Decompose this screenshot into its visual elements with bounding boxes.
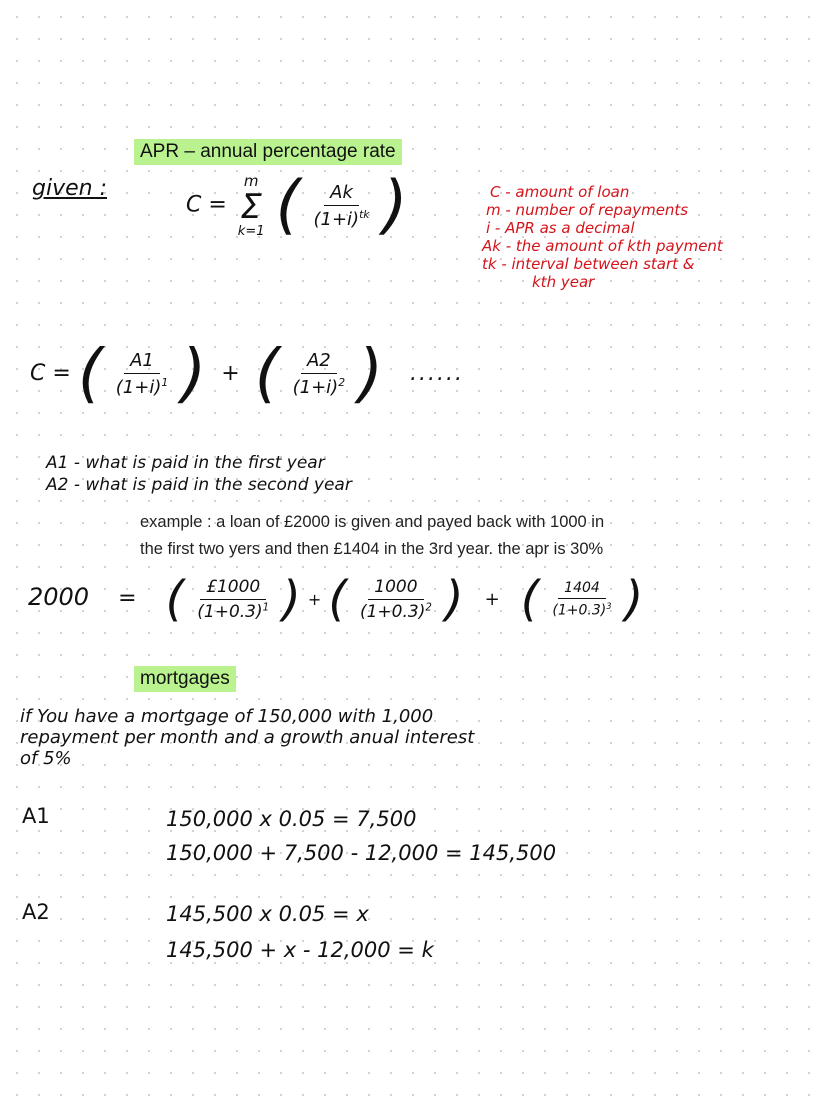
term1-denominator: (1+i): [115, 377, 162, 398]
worked-t2-den: (1+0.3): [359, 601, 426, 622]
a1-line: 150,000 + 7,500 - 12,000 = 145,500: [166, 841, 557, 865]
legend-line: m - number of repayments: [486, 201, 689, 219]
definition-line: A2 - what is paid in the second year: [46, 475, 352, 495]
worked-term-3: [546, 580, 617, 619]
worked-term-1: [191, 577, 275, 622]
sigma-symbol: Σ: [240, 187, 262, 227]
example-text: [140, 509, 604, 563]
worked-op-2: +: [484, 589, 500, 610]
legend-line: i - APR as a decimal: [486, 219, 635, 237]
a1-line: 150,000 x 0.05 = 7,500: [166, 807, 417, 831]
worked-t2-exp: 2: [425, 601, 432, 613]
term2-numerator: A2: [301, 350, 337, 374]
apr-heading: APR – annual percentage rate: [134, 139, 402, 165]
legend-line: tk - interval between start &: [482, 255, 695, 273]
expansion-lhs: C =: [30, 361, 71, 386]
worked-lhs: 2000: [28, 583, 90, 611]
expansion-formula: C = ( $\frac{A1}{(1+i)^1}$ ) + ( $\frac{A2}{(1+i)^2}$ ) ......: [30, 337, 465, 411]
a1-label: A1: [22, 804, 50, 828]
term1-numerator: A1: [124, 350, 160, 374]
legend-line: Ak - the amount of kth payment: [482, 237, 723, 255]
worked-t3-exp: 3: [606, 600, 612, 611]
mortgage-line: of 5%: [20, 748, 72, 769]
example-line: the first two yers and then £1404 in the 3rd year. the apr is 30%: [140, 540, 604, 558]
a1-calculation: [166, 802, 556, 870]
worked-example: 2000 = ( $\frac{£1000}{(1+0.3)^1}$ ) + ( $\frac{1000}{(1+0.3)^2}$ ) + ( $\frac{1404}{(1+0.3)^3}$ ): [28, 571, 644, 627]
definitions: [46, 452, 352, 496]
legend-line: C - amount of loan: [490, 183, 630, 201]
mortgage-line: repayment per month and a growth anual interest: [20, 727, 475, 748]
a2-line: 145,500 x 0.05 = x: [166, 902, 369, 926]
worked-equals: =: [118, 586, 137, 611]
expansion-dots: ......: [410, 361, 465, 386]
a2-label: A2: [22, 900, 50, 924]
worked-t2-num: 1000: [368, 577, 423, 600]
term1-exponent: 1: [161, 376, 169, 389]
worked-t3-den: (1+0.3): [552, 602, 607, 619]
example-line: example : a loan of £2000 is given and payed back with 1000 in: [140, 513, 605, 531]
term2-denominator: (1+i): [292, 377, 339, 398]
sigma-block: [238, 172, 265, 239]
sigma-top: m: [243, 172, 259, 190]
formula-numerator: Ak: [324, 182, 359, 206]
worked-t1-num: £1000: [200, 577, 266, 600]
formula-denominator: (1+i): [313, 208, 360, 230]
worked-op-1: +: [307, 590, 322, 609]
variable-legend: [482, 183, 723, 291]
mortgage-text: [20, 706, 474, 769]
expansion-plus: +: [221, 361, 240, 386]
formula-fraction: [307, 182, 375, 230]
formula-lhs: C =: [186, 192, 227, 218]
legend-line: kth year: [532, 273, 595, 291]
a2-calculation: [166, 896, 434, 968]
a2-line: 145,500 + x - 12,000 = k: [166, 938, 434, 962]
term2-exponent: 2: [338, 376, 346, 389]
worked-t1-exp: 1: [262, 601, 270, 613]
sigma-bottom: k=1: [237, 224, 265, 239]
expansion-term-1: [110, 350, 174, 398]
mortgage-line: if You have a mortgage of 150,000 with 1,000: [20, 706, 434, 727]
definition-line: A1 - what is paid in the first year: [46, 453, 325, 473]
apr-formula: C = m Σ k=1 ( $\frac{Ak}{(1+i)^{tk}}$ ): [186, 168, 408, 243]
worked-t1-den: (1+0.3): [197, 601, 263, 622]
given-label: given :: [32, 176, 107, 201]
worked-term-2: [354, 577, 438, 622]
worked-t3-num: 1404: [558, 580, 606, 599]
formula-exponent: tk: [359, 207, 370, 221]
mortgages-heading: mortgages: [134, 666, 236, 692]
expansion-term-2: [287, 350, 351, 398]
